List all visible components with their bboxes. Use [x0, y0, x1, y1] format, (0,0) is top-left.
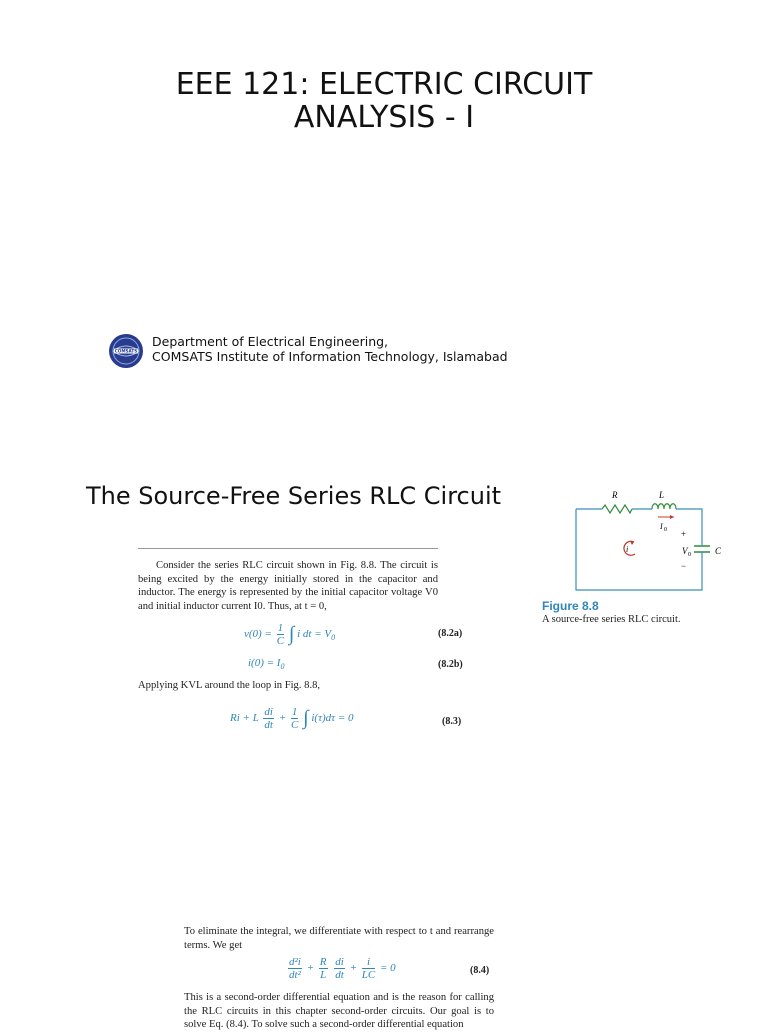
section-title: The Source-Free Series RLC Circuit [86, 482, 502, 510]
equation-8-2b-number: (8.2b) [438, 659, 463, 670]
figure-caption: A source-free series RLC circuit. [542, 614, 681, 625]
label-I0-sub: 0 [664, 527, 667, 533]
excerpt-paragraph-1: Consider the series RLC circuit shown in Fig. 8.8. The circuit is being excited by the energy initially stored in the capacitor and inductor. The energy is represented by the initial capacitor voltage V0 and initial inductor current I0. Thus, at t = 0, [138, 560, 438, 612]
department-line2: COMSATS Institute of Information Technology, Islamabad [152, 349, 508, 364]
resistor-symbol [602, 505, 632, 513]
excerpt-paragraph-4: This is a second-order differential equation and is the reason for calling the RLC circuits in this chapter second-order circuits. Our goal is to solve Eq. (8.4). To solve such a second-order differential equation [184, 992, 494, 1031]
label-R: R [612, 490, 618, 500]
label-C: C [715, 546, 722, 556]
equation-8-2a-number: (8.2a) [438, 628, 463, 639]
equation-8-2b: $i(0) = I_0$ [248, 657, 285, 672]
excerpt-paragraph-2: Applying KVL around the loop in Fig. 8.8, [138, 680, 321, 691]
label-V0-sub: 0 [688, 552, 691, 558]
rlc-circuit-diagram [562, 486, 738, 598]
slide-title-line2: ANALYSIS - I [293, 100, 475, 135]
comsats-logo [108, 333, 144, 369]
equation-8-2a: v(0) = $\frac{1}{C}$ ∫ i dt = $V_0$ [244, 622, 336, 647]
logo-text: COMSATS [114, 348, 138, 354]
label-I0: I [660, 522, 663, 531]
label-plus: + [681, 529, 687, 539]
equation-8-4: $\frac{\text{d²i}}{\text{dt²}}$ + $\frac{R}{L}$ $\frac{di}{dt}$ + $\frac{i}{LC}$ = 0 [289, 956, 396, 981]
department-line1: Department of Electrical Engineering, [152, 334, 389, 349]
excerpt-paragraph-3: To eliminate the integral, we differentiate with respect to t and rearrange terms. We get [184, 926, 494, 951]
label-V0: V [682, 546, 688, 556]
label-L: L [659, 490, 665, 500]
label-i: i [626, 545, 629, 554]
clipped-line [138, 548, 438, 549]
label-minus: − [681, 561, 687, 571]
equation-8-3-number: (8.3) [442, 716, 462, 727]
equation-8-4-number: (8.4) [470, 965, 490, 976]
inductor-symbol [652, 504, 676, 509]
figure-title: Figure 8.8 [542, 599, 599, 613]
equation-8-3: Ri + L $\frac{di}{dt}$ + $\frac{1}{C}$ ∫ i(τ)dτ = 0 [230, 706, 354, 731]
slide-title [0, 68, 768, 134]
capacitor-symbol [694, 546, 710, 552]
slide-title-line1: EEE 121: ELECTRIC CIRCUIT [175, 67, 593, 102]
department-info [152, 334, 508, 364]
